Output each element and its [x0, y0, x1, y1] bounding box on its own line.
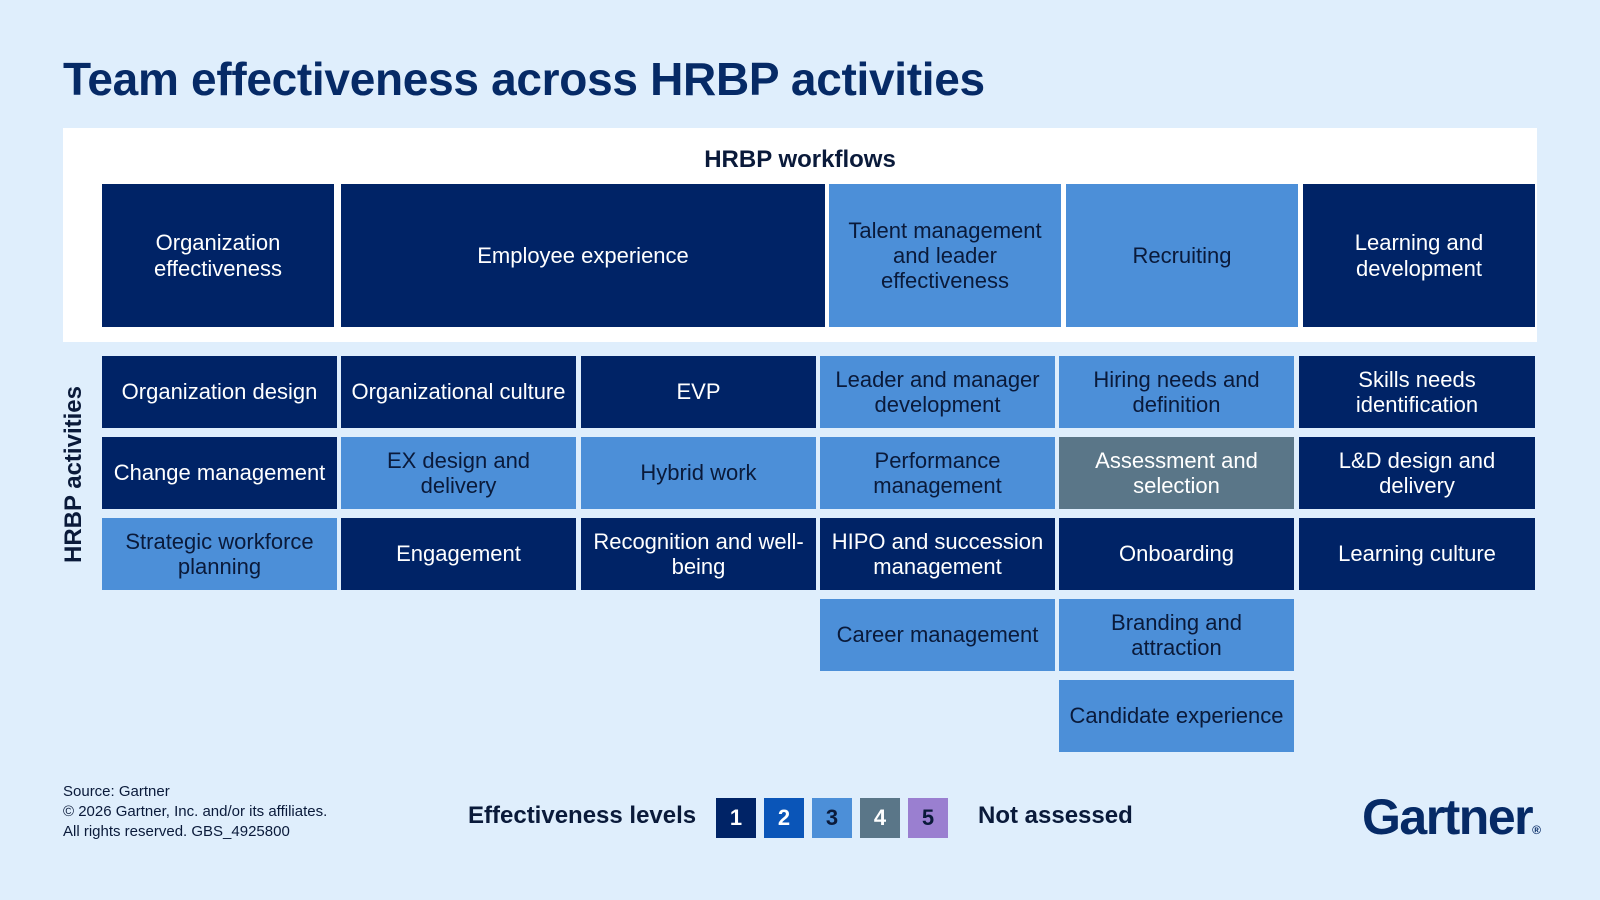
activity-leader-manager-development: Leader and manager development: [820, 356, 1055, 428]
activity-ld-design-delivery: L&D design and delivery: [1299, 437, 1535, 509]
activities-heading: HRBP activities: [60, 386, 87, 563]
workflows-heading: HRBP workflows: [704, 146, 896, 173]
activity-ex-design-delivery: EX design and delivery: [341, 437, 576, 509]
activity-evp: EVP: [581, 356, 816, 428]
source-note: [63, 782, 327, 842]
activity-change-management: Change management: [102, 437, 337, 509]
activity-hybrid-work: Hybrid work: [581, 437, 816, 509]
activity-skills-needs: Skills needs identification: [1299, 356, 1535, 428]
workflow-organization-effectiveness: Organization effectiveness: [102, 184, 334, 327]
activity-onboarding: Onboarding: [1059, 518, 1294, 590]
workflow-learning-development: Learning and development: [1303, 184, 1535, 327]
legend-label: Effectiveness levels: [468, 802, 697, 829]
activity-engagement: Engagement: [341, 518, 576, 590]
activity-organizational-culture: Organizational culture: [341, 356, 576, 428]
workflow-employee-experience: Employee experience: [341, 184, 825, 327]
activity-learning-culture: Learning culture: [1299, 518, 1535, 590]
rights-line: All rights reserved. GBS_4925800: [63, 823, 290, 840]
logo-text: Gartner: [1362, 789, 1533, 845]
legend-level-2: 2: [764, 798, 804, 838]
page-title: Team effectiveness across HRBP activities: [63, 53, 985, 105]
activity-performance-management: Performance management: [820, 437, 1055, 509]
activity-hipo-succession: HIPO and succession management: [820, 518, 1055, 590]
workflow-talent-management: Talent management and leader effectiveness: [829, 184, 1061, 327]
legend-level-1: 1: [716, 798, 756, 838]
activity-organization-design: Organization design: [102, 356, 337, 428]
activity-branding-attraction: Branding and attraction: [1059, 599, 1294, 671]
activity-assessment-selection: Assessment and selection: [1059, 437, 1294, 509]
legend-level-4: 4: [860, 798, 900, 838]
activity-candidate-experience: Candidate experience: [1059, 680, 1294, 752]
activity-recognition-wellbeing: Recognition and well-being: [581, 518, 816, 590]
legend-level-5: 5: [908, 798, 948, 838]
legend-not-assessed: Not assessed: [978, 802, 1133, 829]
activity-strategic-workforce-planning: Strategic workforce planning: [102, 518, 337, 590]
copyright-line: © 2026 Gartner, Inc. and/or its affiliates.: [63, 803, 328, 820]
activity-career-management: Career management: [820, 599, 1055, 671]
legend-level-3: 3: [812, 798, 852, 838]
activity-hiring-needs: Hiring needs and definition: [1059, 356, 1294, 428]
source-line: Source: Gartner: [63, 783, 170, 800]
gartner-logo: [1362, 788, 1541, 846]
workflow-recruiting: Recruiting: [1066, 184, 1298, 327]
logo-registered-mark: ®: [1532, 823, 1541, 837]
